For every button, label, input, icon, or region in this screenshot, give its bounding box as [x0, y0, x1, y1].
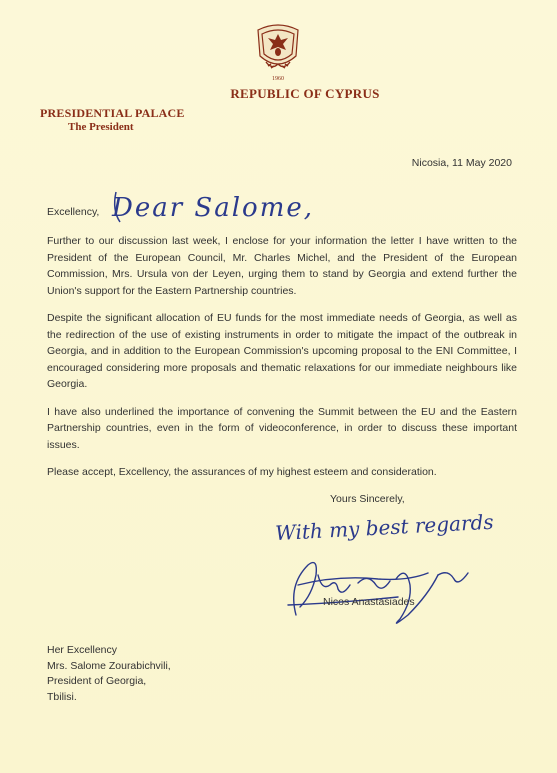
country-heading: REPUBLIC OF CYPRUS — [230, 86, 380, 101]
body-paragraph: Further to our discussion last week, I enclose for your information the letter I have written to the President of the European Council, Mr. Charles Michel, and the President of the European Commission, Mrs. Ursula von der Leyen, urging them to stand by Georgia and extend further the Union's support for the Eastern Partnership countries. — [47, 235, 517, 297]
body-paragraph: Despite the significant allocation of EU funds for the most immediate needs of Georgia, as well as the redirection of the use of existing instruments in order to mitigate the impact of the outbreak in Georgia, and in addition to the European Commission's upcoming proposal to the ENI Committee, I encouraged considering more proposals and thematic relaxations for our immediate neighbours like Georgia. — [47, 312, 517, 390]
office-heading: PRESIDENTIAL PALACE — [40, 106, 185, 120]
handwritten-regards — [273, 505, 503, 545]
signer-name: Nicos Anastasiades — [323, 596, 415, 608]
body-paragraph: I have also underlined the importance of convening the Summit between the EU and the Eastern Partnership countries, even in the form of videoconference, in order to discuss these important issues. — [47, 405, 517, 451]
body-paragraph: Please accept, Excellency, the assurances of my highest esteem and consideration. — [47, 466, 437, 478]
cyprus-coat-of-arms-icon — [252, 22, 304, 82]
handwritten-greeting-text: Dear Salome, — [112, 193, 315, 223]
recipient-line: Her Excellency — [47, 644, 118, 656]
handwritten-greeting — [108, 182, 348, 230]
recipient-line: Tbilisi. — [47, 690, 77, 703]
signature — [278, 545, 488, 630]
office-subtitle: The President — [68, 121, 134, 133]
letter-body — [47, 233, 517, 492]
letter-date: Nicosia, 11 May 2020 — [411, 157, 512, 169]
recipient-line: President of Georgia, — [47, 675, 147, 687]
recipient-address — [47, 643, 171, 705]
handwritten-regards-text: With my best regards — [274, 509, 495, 545]
recipient-line: Mrs. Salome Zourabichvili, — [47, 659, 171, 672]
salutation: Excellency, — [47, 206, 100, 218]
closing: Yours Sincerely, — [330, 493, 405, 505]
svg-text:1960: 1960 — [272, 76, 284, 82]
